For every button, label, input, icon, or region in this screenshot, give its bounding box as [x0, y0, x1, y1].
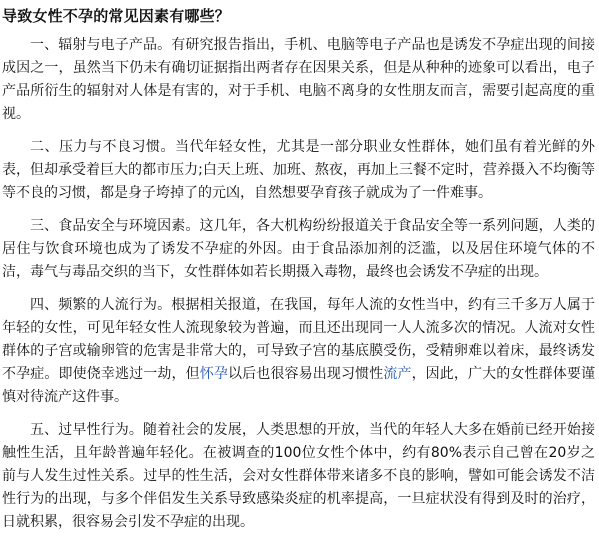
link-miscarriage[interactable]: 流产 [383, 366, 412, 382]
paragraph-food-environment: 三、食品安全与环境因素。这几年，各大机构纷纷报道关于食品安全等一系列问题，人类的居住与饮食环境也成为了诱发不孕症的外因。由于食品添加剂的泛滥，以及居住环境气体的不洁，毒气与毒品交织的当下，女性群体如若长期摄入毒物，最终也会诱发不孕症的出现。 [2, 218, 595, 280]
paragraph-abortion [2, 294, 595, 409]
paragraph-radiation: 一、辐射与电子产品。有研究报告指出，手机、电脑等电子产品也是诱发不孕症出现的间接成因之一，虽然当下仍未有确切证据指出两者存在因果关系，但是从种种的迹象可以看出，电子产品所衍生的辐射对人体是有害的，对于手机、电脑不离身的女性朋友而言，需要引起高度的重视。 [2, 37, 595, 122]
article-title: 导致女性不孕的常见因素有哪些？ [2, 7, 231, 25]
paragraph-early-sex: 五、过早性行为。随着社会的发展，人类思想的开放，当代的年轻人大多在婚前已经开始接触性生活，且年龄普遍年轻化。在被调查的100位女性个体中，约有80%表示自己曾在20岁之前与人发生过性关系。过早的性生活，会对女性群体带来诸多不良的影响，譬如可能会诱发不洁性行为的出现，与多个伴侣发生关系导致感染炎症的机率提高，一旦症状没有得到及时的治疗，日就积累，很容易会引发不孕症的出现。 [2, 422, 595, 530]
paragraph-abortion-text-3: ，因此，广大的女性群体要谨慎对待流产这件事。 [2, 366, 596, 405]
paragraph-stress-habits: 二、压力与不良习惯。当代年轻女性，尤其是一部分职业女性群体，她们虽有着光鲜的外表，但却承受着巨大的都市压力;白天上班、加班、熬夜，再加上三餐不定时，营养摄入不均衡等等不良的习惯，都是身子垮掉了的元凶，自然想要孕育孩子就成为了一件难事。 [2, 139, 595, 201]
paragraph-abortion-text-2: 以后也很容易出现习惯性 [227, 366, 384, 382]
paragraph-abortion-text-1: 四、频繁的人流行为。根据相关报道，在我国，每年人流的女性当中，约有三千多万人属于年轻的女性，可见年轻女性人流现象较为普遍，而且还出现同一人人流多次的情况。人流对女性群体的子宫或输卵管的危害是非常大的，可导致子宫的基底膜受伤，受精卵难以着床，最终诱发不孕症。即使侥幸逃过一劫，但 [2, 297, 595, 382]
link-pregnancy[interactable]: 怀孕 [199, 366, 228, 382]
